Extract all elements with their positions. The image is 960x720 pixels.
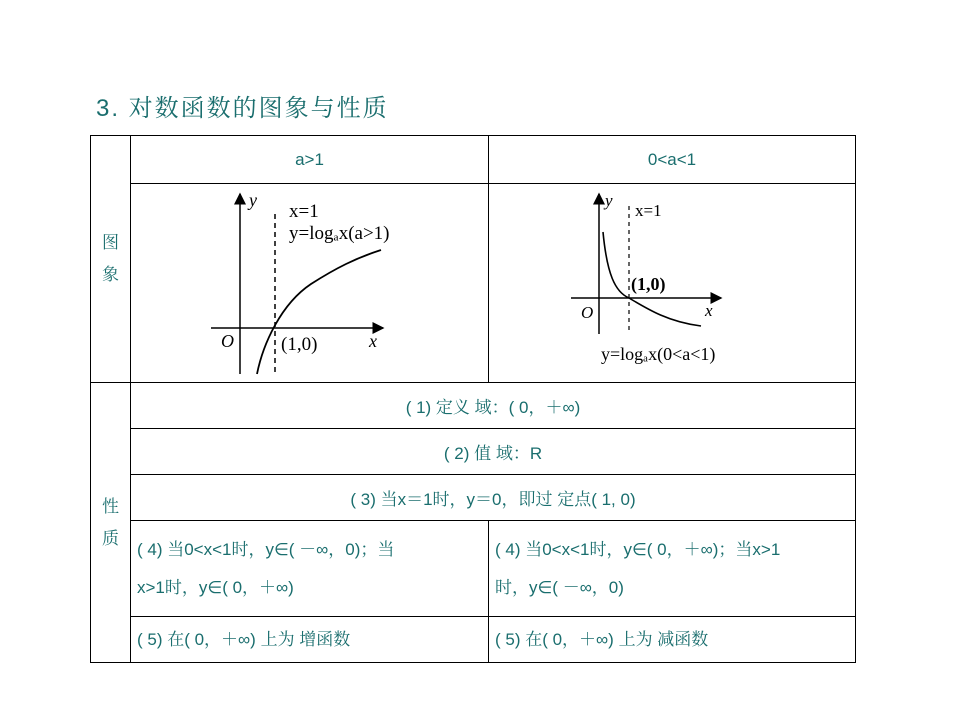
col2-header: 0<a<1 — [489, 136, 856, 184]
x-axis-label: x — [369, 331, 377, 351]
line-label: x=1 — [289, 201, 319, 222]
prop4-left-line1: ( 4) 当0<x<1时，y∈( －∞，0)；当 — [137, 539, 395, 559]
graph-increasing — [131, 184, 488, 377]
point-label: (1,0) — [631, 274, 666, 294]
prop-side-label — [91, 383, 131, 663]
prop-row-5 — [91, 617, 856, 663]
origin-label: O — [581, 303, 594, 322]
curve-label: y=logₐx(a>1) — [289, 223, 390, 244]
point-label: (1,0) — [281, 334, 318, 355]
page-title: 3. 对数函数的图象与性质 — [96, 95, 389, 122]
prop4-left — [131, 521, 489, 617]
prop-domain: ( 1) 定义 域：( 0，＋∞) — [131, 383, 856, 429]
prop5-right: ( 5) 在( 0，＋∞) 上为 减函数 — [489, 617, 856, 663]
prop-range: ( 2) 值 域：R — [131, 429, 856, 475]
curve-label: y=logₐx(0<a<1) — [601, 344, 716, 364]
prop4-left-line2: x>1时，y∈( 0，＋∞) — [137, 577, 294, 597]
prop4-right-line2: 时，y∈( －∞，0) — [495, 577, 624, 597]
graph-decreasing — [489, 184, 855, 377]
prop-row-2 — [91, 429, 856, 475]
prop-row-1 — [91, 383, 856, 429]
line-label: x=1 — [635, 201, 662, 220]
prop4-right — [489, 521, 856, 617]
prop-side-char-1: 性 — [102, 496, 119, 516]
graph-decreasing-cell — [489, 184, 856, 383]
prop-row-4 — [91, 521, 856, 617]
header-row — [91, 136, 856, 184]
y-axis-label: y — [249, 190, 257, 210]
x-axis-label: x — [705, 301, 713, 320]
graph-side-char-1: 图 — [102, 233, 119, 252]
prop-row-3 — [91, 475, 856, 521]
graph-row — [91, 184, 856, 383]
prop5-left: ( 5) 在( 0，＋∞) 上为 增函数 — [131, 617, 489, 663]
origin-label: O — [221, 331, 234, 351]
graph-increasing-cell — [131, 184, 489, 383]
prop4-right-line1: ( 4) 当0<x<1时，y∈( 0，＋∞)；当x>1 — [495, 539, 781, 559]
col1-header: a>1 — [131, 136, 489, 184]
prop-side-char-2: 质 — [102, 528, 119, 548]
prop-fixed-point: ( 3) 当x＝1时，y＝0，即过 定点( 1, 0) — [131, 475, 856, 521]
properties-table — [90, 135, 856, 663]
y-axis-label: y — [605, 191, 613, 210]
graph-side-label — [91, 136, 131, 383]
graph-side-char-2: 象 — [102, 265, 119, 284]
